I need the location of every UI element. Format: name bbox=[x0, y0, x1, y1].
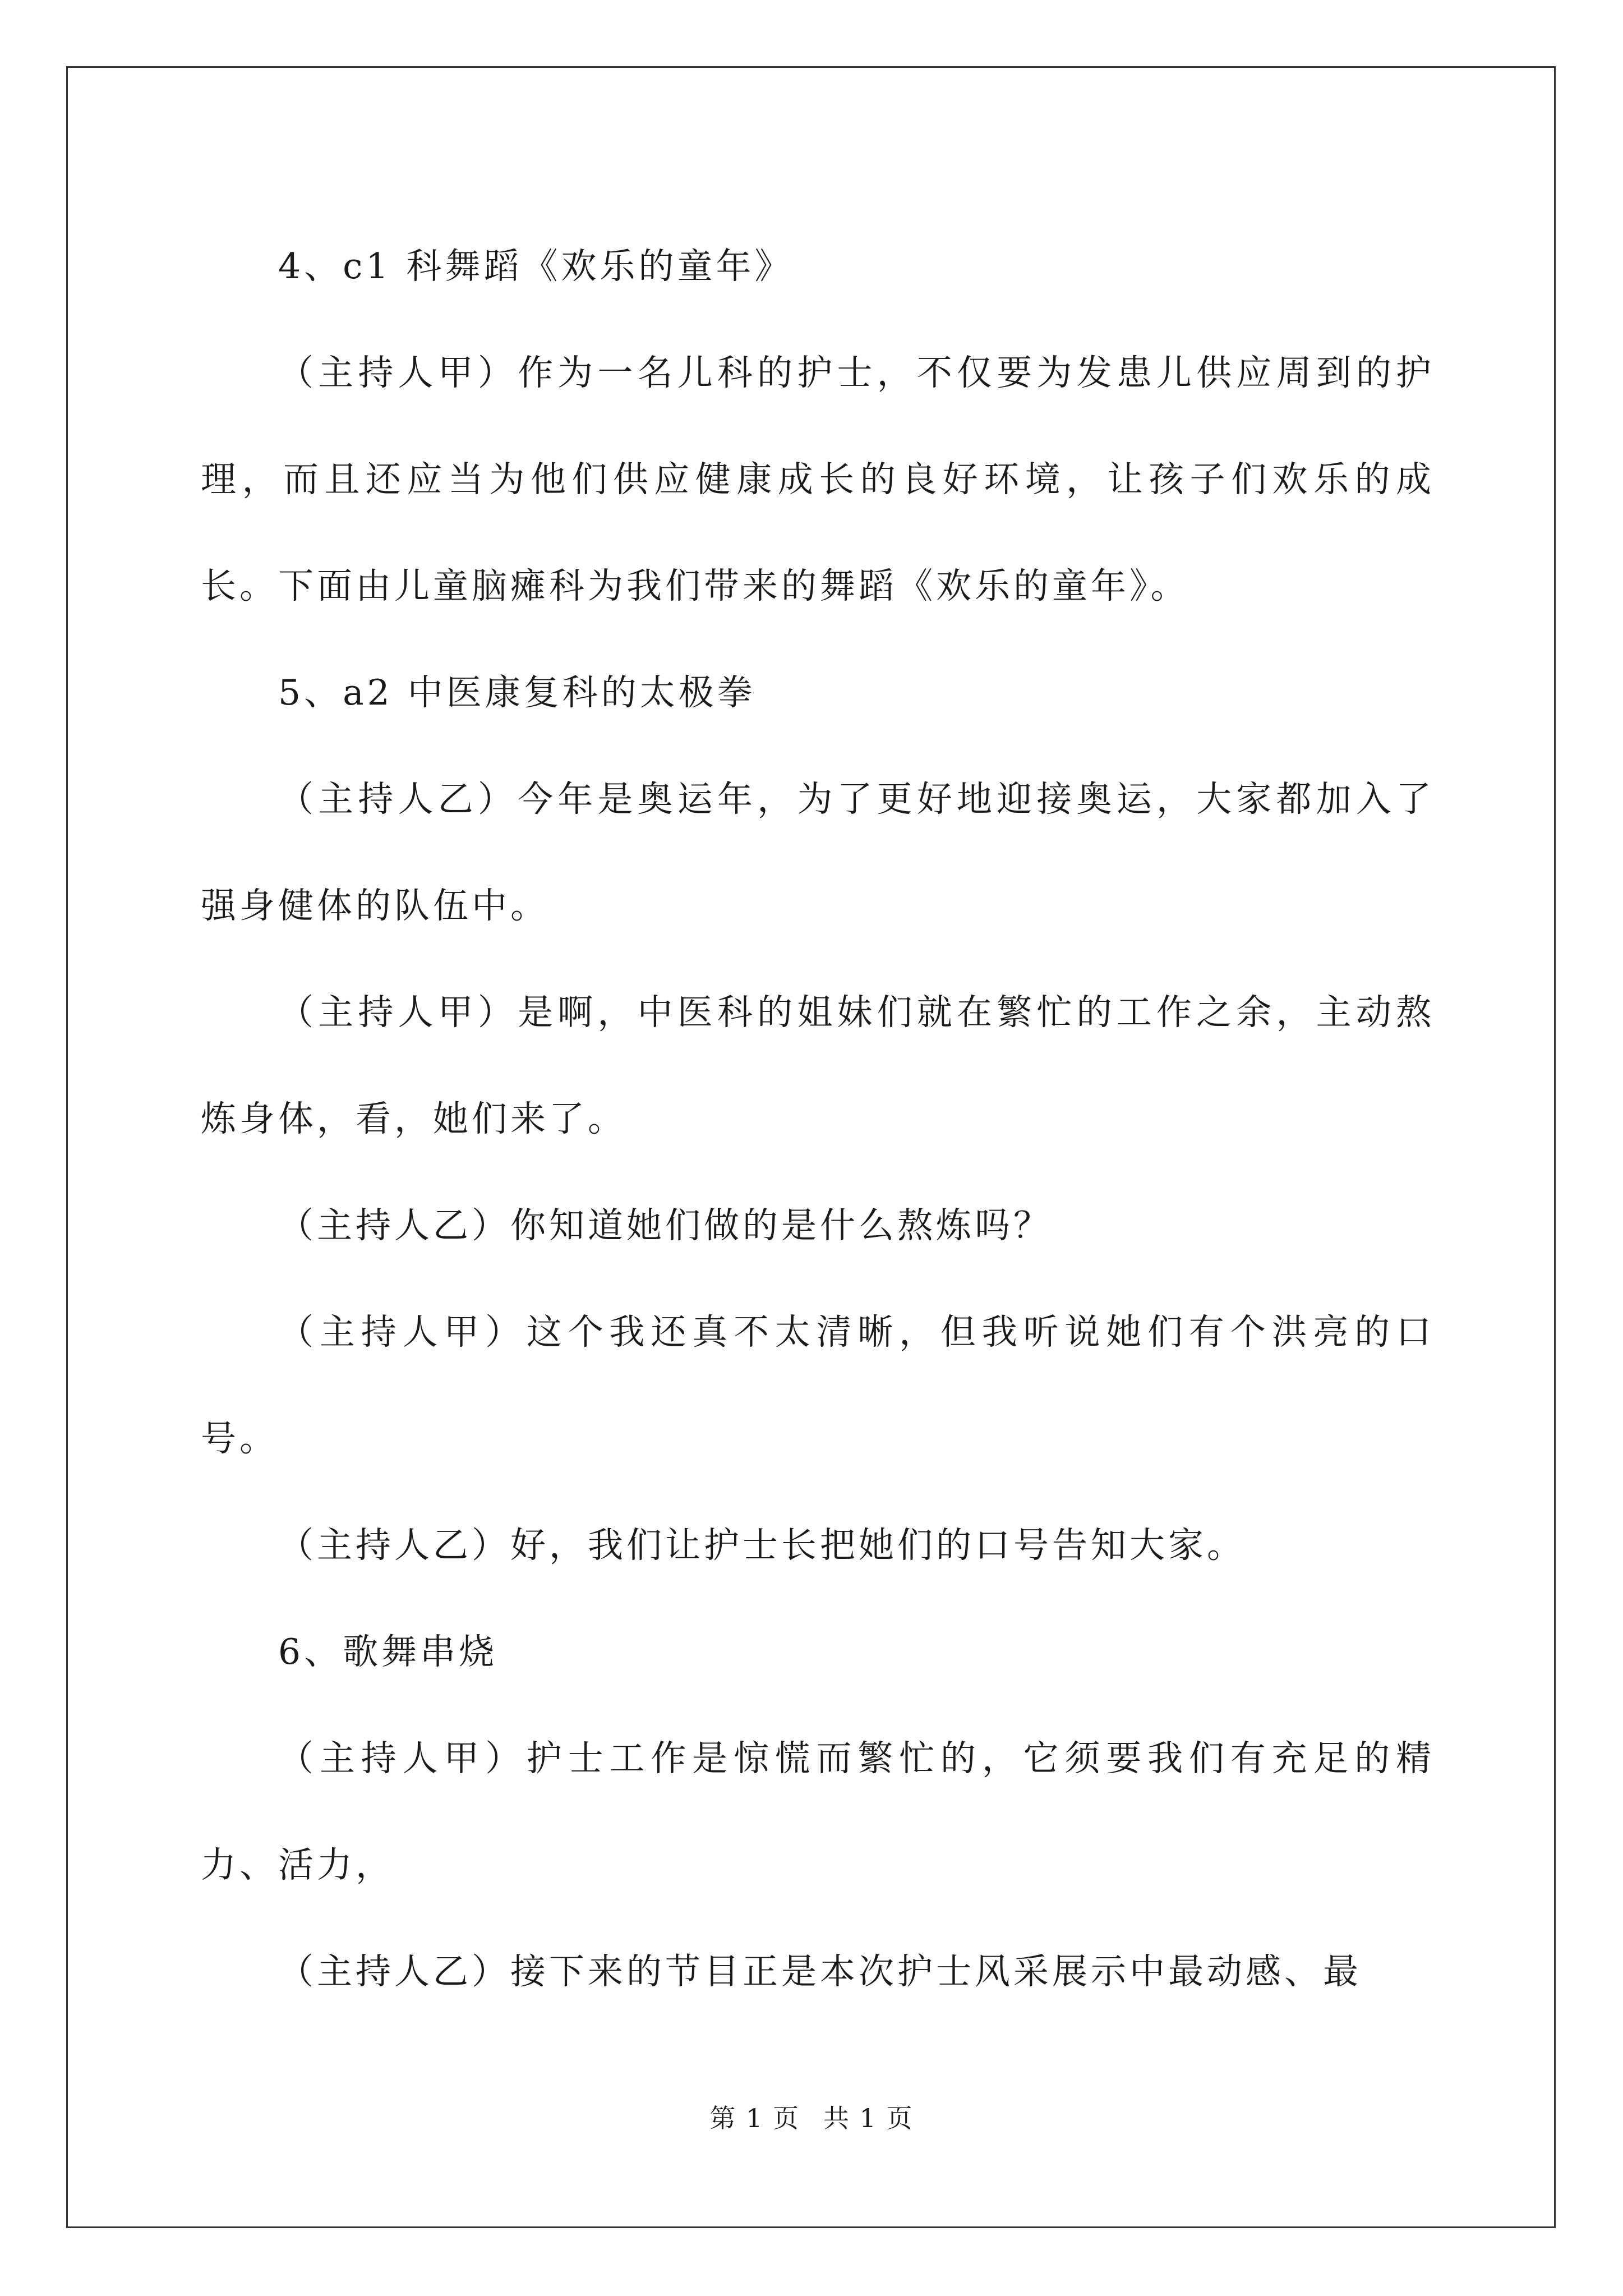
paragraph: （主持人甲）是啊，中医科的姐妹们就在繁忙的工作之余，主动熬炼身体，看，她们来了。 bbox=[201, 992, 1435, 1139]
paragraph: （主持人乙）今年是奥运年，为了更好地迎接奥运，大家都加入了强身健体的队伍中。 bbox=[201, 779, 1435, 926]
paragraph: （主持人乙）你知道她们做的是什么熬炼吗？ bbox=[278, 1205, 1052, 1246]
paragraph: 6、歌舞串烧 bbox=[278, 1631, 498, 1672]
paragraph: （主持人甲）护士工作是惊慌而繁忙的，它须要我们有充足的精力、活力， bbox=[201, 1738, 1435, 1885]
page-number-current: 第 1 页 bbox=[709, 2103, 800, 2133]
page-number-total: 共 1 页 bbox=[823, 2103, 914, 2133]
page-footer bbox=[0, 2098, 1623, 2135]
document-body bbox=[201, 213, 1435, 2025]
paragraph: （主持人乙）接下来的节目正是本次护士风采展示中最动感、最 bbox=[278, 1951, 1362, 1992]
paragraph: 4、c1 科舞蹈《欢乐的童年》 bbox=[278, 246, 794, 287]
paragraph: （主持人甲）这个我还真不太清晰，但我听说她们有个洪亮的口号。 bbox=[201, 1312, 1435, 1459]
paragraph: （主持人甲）作为一名儿科的护士，不仅要为发患儿供应周到的护理，而且还应当为他们供应健康成长的良好环境，让孩子们欢乐的成长。下面由儿童脑瘫科为我们带来的舞蹈《欢乐的童年》。 bbox=[201, 352, 1435, 606]
paragraph: 5、a2 中医康复科的太极拳 bbox=[278, 672, 756, 713]
paragraph: （主持人乙）好，我们让护士长把她们的口号告知大家。 bbox=[278, 1525, 1246, 1566]
